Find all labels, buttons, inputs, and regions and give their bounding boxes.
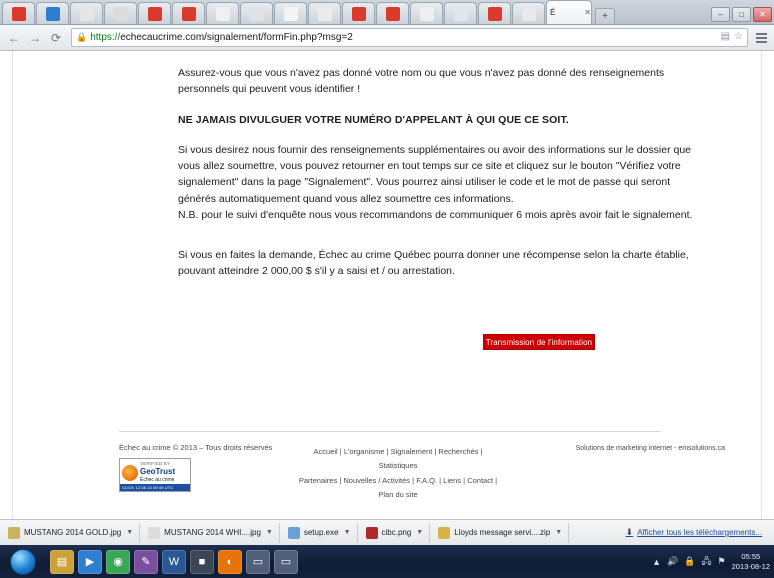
paragraph-reward-amount: pouvant atteindre 2 000,00 $ s'il y a saisi et / ou arrestation.: [178, 265, 455, 278]
download-bar: [0, 519, 774, 545]
taskbar-explorer-icon[interactable]: ▤: [50, 550, 74, 574]
footer-left: [119, 443, 299, 492]
taskbar-window2-icon[interactable]: ▭: [274, 550, 298, 574]
footer-link-signalement[interactable]: Signalement: [390, 447, 433, 456]
tab-favicon-icon: [80, 7, 94, 21]
download-item-label: Lloyds message servi....zip: [454, 528, 551, 537]
minimize-button[interactable]: –: [711, 7, 730, 22]
chevron-down-icon[interactable]: ▼: [126, 529, 134, 536]
footer-link-statistiques[interactable]: Statistiques: [378, 461, 418, 471]
tab-favicon-icon: [386, 7, 400, 21]
tab-favicon-icon: [250, 7, 264, 21]
footer-nav-row-2: Partenaires | Nouvelles / Activités | F.A.Q. | Liens | Contact | Plan du site: [298, 475, 498, 499]
download-item-label: MUSTANG 2014 WHI....jpg: [164, 528, 261, 537]
seal-click-label: CLICK 12.08.13 09:49 UTC: [120, 484, 190, 491]
page-viewport: [0, 51, 774, 519]
footer-link-contact[interactable]: Contact: [467, 475, 494, 485]
paragraph-nb-followup: N.B. pour le suivi d'enquête nous vous recommandons de communiquer 6 mois après avoir fait le signalement.: [178, 208, 693, 221]
clock-date: 2013-08-12: [731, 561, 770, 571]
browser-tab[interactable]: [36, 2, 69, 24]
window-controls: [711, 7, 772, 22]
active-tab-title: É: [550, 8, 556, 17]
taskbar-app-icon[interactable]: ■: [190, 550, 214, 574]
download-file-icon: [366, 527, 378, 539]
footer-nav: [298, 445, 498, 502]
chevron-down-icon[interactable]: ▼: [555, 529, 563, 536]
tab-favicon-icon: [284, 7, 298, 21]
footer-link-plan-du-site[interactable]: Plan du site: [378, 489, 418, 499]
bookmark-panel-icon[interactable]: ▤: [720, 31, 731, 42]
download-file-icon: [148, 527, 160, 539]
system-tray: [652, 552, 774, 571]
seal-site-label: Échec au crime: [140, 476, 175, 483]
new-tab-button[interactable]: +: [595, 8, 615, 24]
taskbar-clock[interactable]: [732, 552, 770, 571]
footer-nav-row-1: Accueil | L'organisme | Signalement | Recherchés | Statistiques: [313, 447, 483, 471]
geotrust-swirl-icon: [122, 465, 138, 481]
paragraph-never-disclose: NE JAMAIS DIVULGUER VOTRE NUMÉRO D'APPELANT À QUI QUE CE SOIT.: [178, 113, 569, 126]
start-button[interactable]: [0, 546, 46, 577]
tab-favicon-icon: [148, 7, 162, 21]
lock-icon: 🔒: [76, 32, 88, 42]
tab-favicon-icon: [318, 7, 332, 21]
address-bar[interactable]: [71, 28, 748, 47]
tab-favicon-icon: [216, 7, 230, 21]
download-item-label: cibc.png: [381, 528, 412, 537]
tab-favicon-icon: [522, 7, 536, 21]
browser-tab[interactable]: [206, 2, 239, 24]
browser-tab-active[interactable]: [546, 0, 592, 24]
tab-favicon-icon: [352, 7, 366, 21]
browser-tab[interactable]: [410, 2, 443, 24]
browser-tab[interactable]: [342, 2, 375, 24]
download-item[interactable]: [4, 523, 140, 543]
footer-credit: Solutions de marketing internet - emsolutions.ca: [575, 445, 725, 452]
tab-favicon-icon: [454, 7, 468, 21]
taskbar-paint-icon[interactable]: ✎: [134, 550, 158, 574]
download-item[interactable]: [144, 523, 280, 543]
windows-logo-icon: [10, 549, 36, 575]
tab-favicon-icon: [182, 7, 196, 21]
browser-toolbar: [0, 25, 774, 51]
download-arrow-icon: ⬇: [625, 527, 634, 537]
download-item-label: setup.exe: [303, 528, 339, 537]
tab-favicon-icon: [114, 7, 128, 21]
chevron-down-icon[interactable]: ▼: [343, 529, 351, 536]
geotrust-seal[interactable]: [119, 458, 191, 492]
footer-link-recherches[interactable]: Recherchés: [438, 447, 479, 456]
reload-icon[interactable]: ⟳: [50, 30, 62, 45]
download-file-icon: [438, 527, 450, 539]
maximize-button[interactable]: □: [732, 7, 751, 22]
close-button[interactable]: ✕: [753, 7, 772, 22]
download-file-icon: [8, 527, 20, 539]
tab-favicon-icon: [46, 7, 60, 21]
browser-tab[interactable]: [274, 2, 307, 24]
browser-tab[interactable]: [172, 2, 205, 24]
footer-link-partenaires[interactable]: Partenaires: [298, 475, 338, 485]
show-all-downloads-label: Afficher tous les téléchargements...: [637, 528, 762, 537]
taskbar-icons: [46, 550, 298, 574]
star-icon[interactable]: ☆: [734, 31, 743, 42]
download-item-label: MUSTANG 2014 GOLD.jpg: [24, 528, 122, 537]
security-icon[interactable]: 🔒: [684, 556, 696, 566]
forward-icon[interactable]: →: [29, 30, 41, 45]
clock-time: 05:55: [741, 552, 761, 562]
browser-tab[interactable]: [444, 2, 477, 24]
url-scheme: https://: [90, 32, 121, 43]
volume-icon[interactable]: 🔊: [667, 556, 679, 566]
chrome-menu-icon[interactable]: [752, 28, 770, 48]
footer-link-faq[interactable]: F.A.Q.: [416, 475, 438, 485]
browser-tab[interactable]: [240, 2, 273, 24]
submit-information-button[interactable]: Transmission de l'information: [483, 334, 595, 350]
tab-favicon-icon: [420, 7, 434, 21]
footer-link-liens[interactable]: Liens: [443, 475, 462, 485]
download-item[interactable]: [434, 523, 569, 543]
seal-verified-label: VERIFIED BY: [140, 461, 171, 466]
page-body: [12, 51, 762, 519]
footer-divider: [119, 431, 661, 432]
paragraph-warning-personal-info: Assurez-vous que vous n'avez pas donné votre nom ou que vous n'avez pas donné des renseignements personnels qui peuvent vous identifier !: [178, 67, 665, 96]
show-all-downloads-link[interactable]: [626, 527, 770, 538]
windows-taskbar: [0, 545, 774, 578]
browser-tab[interactable]: [512, 2, 545, 24]
url-text: echecaucrime.com/signalement/formFin.php?msg=2: [120, 32, 353, 43]
browser-tab[interactable]: [308, 2, 341, 24]
browser-tab[interactable]: [70, 2, 103, 24]
seal-brand-label: GeoTrust: [140, 466, 176, 476]
tab-favicon-icon: [12, 7, 26, 21]
chevron-down-icon[interactable]: ▼: [265, 529, 273, 536]
tab-favicon-icon: [488, 7, 502, 21]
taskbar-chrome-icon[interactable]: ◉: [106, 550, 130, 574]
footer-copyright: Échec au crime © 2013 – Tous droits réservés: [119, 443, 273, 452]
download-item[interactable]: [362, 523, 431, 543]
browser-tab-strip: [0, 0, 774, 25]
download-item[interactable]: [284, 523, 358, 543]
flag-icon[interactable]: ⚑: [717, 556, 726, 566]
taskbar-word-icon[interactable]: W: [162, 550, 186, 574]
page-content: [13, 51, 761, 280]
taskbar-firefox-icon[interactable]: ◐: [218, 550, 242, 574]
tray-expand-icon[interactable]: ▲: [652, 556, 662, 567]
browser-tab[interactable]: [104, 2, 137, 24]
paragraph-reward: Si vous en faites la demande, Échec au crime Québec pourra donner une récompense selon la charte établie,: [178, 249, 689, 262]
footer-link-nouvelles[interactable]: Nouvelles / Activités: [343, 475, 411, 485]
paragraph-additional-info: Si vous desirez nous fournir des renseignements supplémentaires ou avoir des informations sur le dossier que vous allez soumettre, vous pouvez retourner en tout temps sur ce site et cliquez sur le bouton "Vérifiez votre signalement" dans la page "Signalement". Vous pourrez ainsi utiliser le code et le mot de passe qui seront générés automatiquement quand vous allez soumettre ces informations.: [178, 143, 692, 205]
footer-link-organisme[interactable]: L'organisme: [343, 447, 385, 456]
omnibox-actions: [721, 31, 743, 42]
taskbar-media-icon[interactable]: ▶: [78, 550, 102, 574]
chevron-down-icon[interactable]: ▼: [416, 529, 424, 536]
download-file-icon: [288, 527, 300, 539]
footer-link-accueil[interactable]: Accueil: [313, 447, 338, 456]
tab-close-icon[interactable]: ✕: [584, 8, 591, 17]
browser-tab[interactable]: [2, 2, 35, 24]
browser-tab[interactable]: [478, 2, 511, 24]
browser-tab[interactable]: [376, 2, 409, 24]
taskbar-window-icon[interactable]: ▭: [246, 550, 270, 574]
browser-tab[interactable]: [138, 2, 171, 24]
network-icon[interactable]: 🖧: [701, 555, 712, 566]
back-icon[interactable]: ←: [8, 30, 20, 45]
